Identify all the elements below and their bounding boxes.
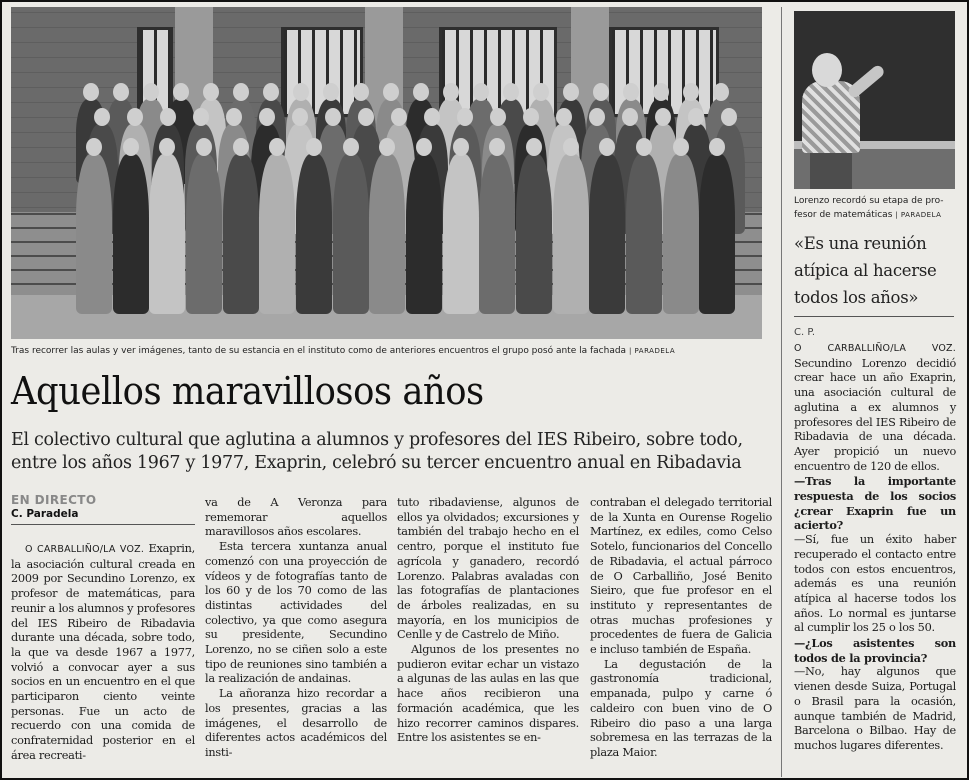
paragraph <box>794 474 956 533</box>
column-divider <box>781 7 782 777</box>
caption-text: Tras recorrer las aulas y ver imágenes, tanto de su estancia en el instituto como de anteriores encuentros el grupo posó ante la fachada <box>11 346 627 356</box>
person-head <box>83 83 99 101</box>
person-head <box>323 83 339 101</box>
person-head <box>721 108 737 126</box>
person-head <box>453 138 469 156</box>
person-head <box>196 138 212 156</box>
article-column-3 <box>397 496 579 746</box>
person-head <box>593 83 609 101</box>
person-head <box>526 138 542 156</box>
person-head <box>713 83 729 101</box>
person-figure <box>149 154 185 314</box>
person-figure <box>369 154 405 314</box>
person-head <box>86 138 102 156</box>
byline: C. Paradela <box>11 508 79 520</box>
person-head <box>457 108 473 126</box>
person-head <box>94 108 110 126</box>
person-head <box>343 138 359 156</box>
paragraph-text: tuto ribadaviense, algunos de ellos ya olvidados; excursiones y también del trabajo hecho en el centro, porque el instituto fue agrícola y ganadero, recordó Lorenzo. Palabras avaladas con las fotografías de plantaciones de árboles realizadas, en su mayoría, en los municipios de Cenlle y de Castrelo de Miño. <box>397 496 579 642</box>
person-head <box>160 108 176 126</box>
person-head <box>443 83 459 101</box>
paragraph <box>794 636 956 665</box>
article-column-2 <box>205 496 387 761</box>
person-head <box>533 83 549 101</box>
paragraph-text: Exaprin, la asociación cultural creada en 2009 por Secundino Lorenzo, ex profesor de matemáticas, para reunir a los alumnos y profesores del IES Ribeiro de Ribadavia durante una década, sobre todo, la que va desde 1967 a 1977, volvió a convocar ayer a sus socios en un encuentro en el que participaron ciento veinte personas. Fue un acto de recuerdo con una comida de confraternidad posterior en el área recreati- <box>11 542 195 762</box>
sidebar-byline: C. P. <box>794 327 815 338</box>
group-photo <box>11 7 762 339</box>
person-head <box>173 83 189 101</box>
paragraph <box>590 496 772 658</box>
article-column-1 <box>11 542 195 764</box>
photo-credit: | PARADELA <box>628 347 676 355</box>
person-figure <box>113 154 149 314</box>
paragraph-text: La añoranza hizo recordar a los presentes, gracias a las imágenes, el desarrollo de diferentes actos académicos del insti- <box>205 687 387 759</box>
person-head <box>563 83 579 101</box>
person-head <box>688 108 704 126</box>
person-head <box>226 108 242 126</box>
person-head <box>325 108 341 126</box>
paragraph-text: La degustación de la gastronomía tradicional, empanada, pulpo y carne ó caldeiro con buen vino de O Ribeiro dio paso a una larga sobremesa en las terrazas de la plaza Maior. <box>590 657 772 759</box>
paragraph-text: —¿Los asistentes son todos de la provincia? <box>794 636 956 665</box>
dateline: O CARBALLIÑO/LA VOZ. <box>794 343 956 354</box>
person-head <box>263 83 279 101</box>
subheadline: El colectivo cultural que aglutina a alumnos y profesores del IES Ribeiro, sobre todo, entre los años 1967 y 1977, Exaprin, celebró su tercer encuentro anual en Ribadavia <box>11 430 743 473</box>
person-figure <box>626 154 662 314</box>
person-head <box>113 83 129 101</box>
person-figure <box>259 154 295 314</box>
person-head <box>193 108 209 126</box>
person-head <box>203 83 219 101</box>
pull-quote: «Es una reunión atípica al hacerse todos los años» <box>794 234 937 307</box>
person-head <box>123 138 139 156</box>
side-photo-caption <box>794 194 959 222</box>
divider <box>794 316 954 317</box>
person-head <box>653 83 669 101</box>
person-head <box>424 108 440 126</box>
paragraph-text: contraban el delegado territorial de la Xunta en Ourense Rogelio Martínez, ex ediles, como Celso Sotelo, funcionarios del Concello de Ribadavia, el actual párroco de O Carballiño, José Benito Sieiro, que fue profesor en el instituto y representantes de otras muchas profesiones y procedentes de fuera de Galicia e incluso también de España. <box>590 496 772 657</box>
paragraph <box>205 687 387 761</box>
section-kicker: EN DIRECTO <box>11 493 97 507</box>
person-head <box>293 83 309 101</box>
person-head <box>353 83 369 101</box>
paragraph <box>794 533 956 636</box>
person-figure <box>296 154 332 314</box>
paragraph <box>397 496 579 643</box>
person-figure <box>406 154 442 314</box>
person-head <box>306 138 322 156</box>
person-figure <box>516 154 552 314</box>
person-figure <box>479 154 515 314</box>
person-head <box>673 138 689 156</box>
person-head <box>490 108 506 126</box>
paragraph <box>205 496 387 540</box>
person-figure <box>553 154 589 314</box>
main-photo-caption <box>11 345 771 358</box>
paragraph <box>794 665 956 753</box>
caption-line: fesor de matemáticas <box>794 210 893 220</box>
person-head <box>233 138 249 156</box>
person-figure <box>186 154 222 314</box>
teacher-photo <box>794 11 955 189</box>
person-head <box>556 108 572 126</box>
person-head <box>233 83 249 101</box>
person-head <box>391 108 407 126</box>
person-head <box>503 83 519 101</box>
paragraph-text: Algunos de los presentes no pudieron evitar echar un vistazo a algunas de las aulas en las que hace años recibieron una formación académica, que les hizo recorrer caminos dispares. Entre los asistentes se en- <box>397 643 579 745</box>
person-head <box>655 108 671 126</box>
teacher-head <box>812 53 842 87</box>
caption-line: Lorenzo recordó su etapa de pro- <box>794 196 944 206</box>
paragraph-text: Secundino Lorenzo decidió crear hace un año Exaprin, una asociación cultural de aglutina a ex alumnos y profesores del IES Ribeiro de Ribadavia de una década. Ayer propició un nuevo encuentro de 120 de ellos. <box>794 356 956 473</box>
paragraph-text: Esta tercera xuntanza anual comenzó con una proyección de vídeos y de fotografías tanto de los 60 y de los 70 como de las distintas actividades del colectivo, ya que como asegura su presidente, Secundino Lorenzo, no se ciñen solo a este tipo de reuniones sino también a la realización de andainas. <box>205 540 387 686</box>
article-column-4 <box>590 496 772 761</box>
person-head <box>563 138 579 156</box>
paragraph <box>590 658 772 761</box>
person-head <box>623 83 639 101</box>
person-head <box>473 83 489 101</box>
person-head <box>143 83 159 101</box>
photo-credit: | PARADELA <box>895 211 942 219</box>
person-figure <box>443 154 479 314</box>
crowd-of-people <box>71 77 751 302</box>
paragraph <box>11 542 195 764</box>
person-head <box>292 108 308 126</box>
headline: Aquellos maravillosos años <box>11 369 484 413</box>
person-head <box>358 108 374 126</box>
person-head <box>383 83 399 101</box>
person-figure <box>699 154 735 314</box>
person-head <box>127 108 143 126</box>
paragraph <box>794 341 956 474</box>
person-head <box>523 108 539 126</box>
person-head <box>589 108 605 126</box>
person-head <box>683 83 699 101</box>
paragraph-text: —Sí, fue un éxito haber recuperado el contacto entre todos con estos encuentros, además es una reunión atípica al hacerse todos los años. Lo normal es juntarse al cumplir los 25 o los 50. <box>794 533 956 635</box>
person-figure <box>223 154 259 314</box>
person-head <box>622 108 638 126</box>
person-head <box>416 138 432 156</box>
person-head <box>413 83 429 101</box>
person-figure <box>333 154 369 314</box>
dateline: O CARBALLIÑO/LA VOZ. <box>25 544 145 555</box>
teacher-legs <box>810 151 852 189</box>
paragraph-text: va de A Veronza para rememorar aquellos maravillosos años escolares. <box>205 496 387 539</box>
person-figure <box>76 154 112 314</box>
paragraph-text: —Tras la importante respuesta de los socios ¿crear Exaprin fue un acierto? <box>794 474 956 533</box>
paragraph-text: —No, hay algunos que vienen desde Suiza, Portugal o Brasil para la ocasión, aunque también de Madrid, Barcelona o Bilbao. Hay de muchos lugares diferentes. <box>794 665 956 752</box>
person-head <box>259 108 275 126</box>
divider <box>11 524 195 525</box>
paragraph <box>397 643 579 746</box>
person-figure <box>589 154 625 314</box>
interview-column <box>794 341 956 754</box>
paragraph <box>205 540 387 687</box>
person-head <box>636 138 652 156</box>
person-figure <box>663 154 699 314</box>
